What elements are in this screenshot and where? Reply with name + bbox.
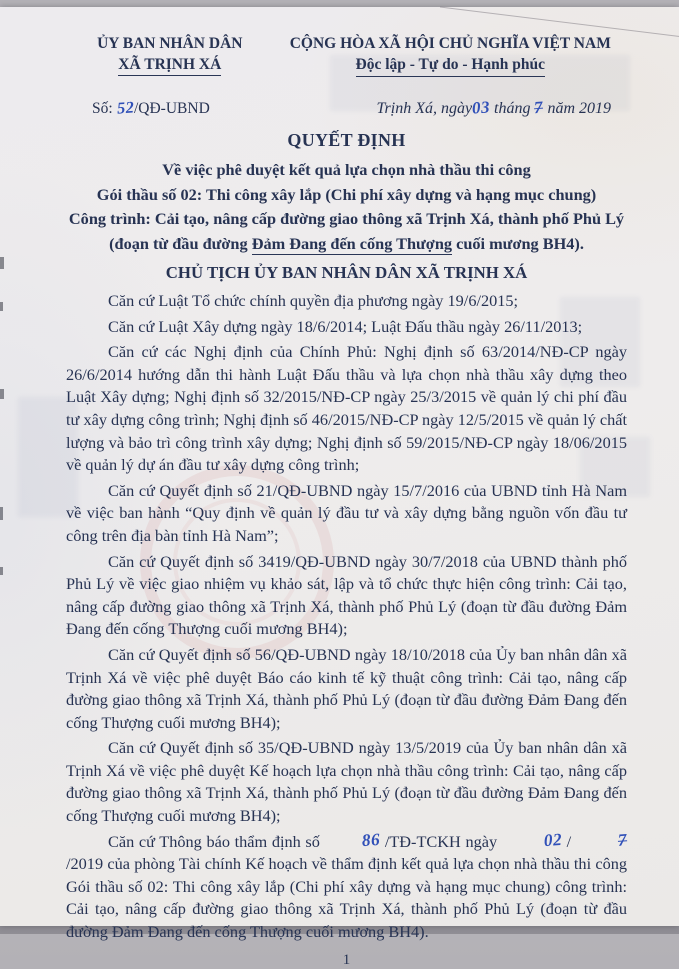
legal-basis-paragraph: Căn cứ các Nghị định của Chính Phủ: Nghị định số 63/2014/NĐ-CP ngày 26/6/2014 hướng dẫn thi hành Luật Đấu thầu và lựa chọn nhà thầu xây dựng theo Luật Xây dựng; Nghị định số 32/2015/NĐ-CP ngày 25/3/2015 về quản lý chi phí đầu tư xây dựng công trình; Nghị định số 46/2015/NĐ-CP ngày 12/5/2015 về quản lý chất lượng và bảo trì công trình xây dựng; Nghị định số 59/2015/NĐ-CP ngày 18/06/2015 về quản lý dự án đầu tư xây dựng công trình; <box>66 342 627 475</box>
national-title: CỘNG HÒA XÃ HỘI CHỦ NGHĨA VIỆT NAM <box>289 35 611 52</box>
paragraph-segment: /2019 của phòng Tài chính Kế hoạch về thẩm định kết quả lựa chọn nhà thầu thi công Gói thầu số 02: Thi công xây lắp (Chi phí xây dựng và hạng mục chung) công trình: Cải tạo, nâng cấp đường giao thông xã Trịnh Xá, thành phố Phủ Lý (đoạn từ đầu đường Đảm Đang đến cống Thượng cuối mương BH4). <box>66 854 627 942</box>
legal-basis-paragraph: Căn cứ Quyết định số 21/QĐ-UBND ngày 15/7/2016 của UBND tỉnh Hà Nam về việc ban hành “Quy định về quản lý đầu tư và xây dựng bằng nguồn vốn đầu tư công trên địa bàn tỉnh Hà Nam”; <box>66 480 627 545</box>
decision-subject <box>66 158 627 256</box>
handwritten-report-month: 7 <box>617 829 628 850</box>
subject-line: Công trình: Cải tạo, nâng cấp đường giao thông xã Trịnh Xá, thành phố Phủ Lý <box>68 209 625 228</box>
handwritten-month: 7 <box>533 97 545 118</box>
legal-basis-paragraph: Căn cứ Quyết định số 56/QĐ-UBND ngày 18/10/2018 của Ủy ban nhân dân xã Trịnh Xá về việc phê duyệt Báo cáo kinh tế kỹ thuật công trình: Cải tạo, nâng cấp đường giao thông xã Trịnh Xá, thành phố Phủ Lý (đoạn từ đầu đường Đảm Đang đến cống Thượng cuối mương BH4); <box>66 644 627 732</box>
date-prefix: Trịnh Xá, ngày <box>376 100 473 117</box>
subject-segment: (đoạn từ đầu đường <box>109 233 252 253</box>
paragraph-segment: Căn cứ Thông báo thẩm định số <box>108 831 320 851</box>
deciding-authority-heading: CHỦ TỊCH ỦY BAN NHÂN DÂN XÃ TRỊNH XÁ <box>165 263 528 282</box>
document-page <box>0 7 679 968</box>
issuer-name: ỦY BAN NHÂN DÂN <box>97 35 243 52</box>
document-body <box>66 290 627 944</box>
motto-line: Độc lập - Tự do - Hạnh phúc <box>356 56 545 77</box>
paragraph-segment: /TĐ-TCKH ngày <box>380 831 502 851</box>
document-number <box>66 98 210 118</box>
legal-basis-paragraph: Căn cứ Quyết định số 35/QĐ-UBND ngày 13/5/2019 của Ủy ban nhân dân xã Trịnh Xá về việc phê duyệt Kế hoạch lựa chọn nhà thầu công trình: Cải tạo, nâng cấp đường giao thông xã Trịnh Xá, thành phố Phủ Lý (đoạn từ đầu đường Đảm Đang đến cống Thượng cuối mương BH4); <box>66 738 627 826</box>
paragraph-segment: / <box>562 831 576 851</box>
issuing-authority <box>66 33 274 76</box>
document-header <box>66 33 627 77</box>
handwritten-report-day: 02 <box>543 829 563 850</box>
underlined-route-name: Đảm Đang đến cống Thượng <box>251 233 453 253</box>
page-number: 1 <box>342 951 351 968</box>
legal-basis-paragraph: Căn cứ Luật Xây dựng ngày 18/6/2014; Luật Đấu thầu ngày 26/11/2013; <box>108 316 583 336</box>
issuer-commune: XÃ TRỊNH XÁ <box>118 56 221 76</box>
handwritten-report-number: 86 <box>361 829 381 850</box>
number-and-date-row <box>66 98 627 118</box>
subject-line: Về việc phê duyệt kết quả lựa chọn nhà thầu thi công <box>162 160 531 179</box>
subject-segment: cuối mương BH4). <box>452 233 584 253</box>
document-title: QUYẾT ĐỊNH <box>287 130 406 150</box>
legal-basis-paragraph: Căn cứ Luật Tổ chức chính quyền địa phương ngày 19/6/2015; <box>108 291 519 310</box>
date-suffix: năm 2019 <box>547 100 611 117</box>
handwritten-day: 03 <box>471 97 491 118</box>
national-motto <box>274 33 627 77</box>
handwritten-number: 52 <box>115 97 135 118</box>
number-suffix: /QĐ-UBND <box>133 100 210 117</box>
legal-basis-paragraph: Căn cứ Quyết định số 3419/QĐ-UBND ngày 30/7/2018 của UBND thành phố Phủ Lý về việc giao nhiệm vụ khảo sát, lập và tổ chức thực hiện công trình: Cải tạo, nâng cấp đường giao thông xã Trịnh Xá, thành phố Phủ Lý (đoạn từ đầu đường Đảm Đang đến cống Thượng cuối mương BH4); <box>66 551 627 639</box>
subject-line <box>66 232 627 257</box>
legal-basis-paragraph-with-handwriting <box>66 831 627 944</box>
number-prefix: Số: <box>92 100 113 117</box>
date-middle: tháng <box>494 100 531 117</box>
subject-line: Gói thầu số 02: Thi công xây lắp (Chi phí xây dựng và hạng mục chung) <box>96 184 597 204</box>
place-and-date <box>377 98 627 118</box>
